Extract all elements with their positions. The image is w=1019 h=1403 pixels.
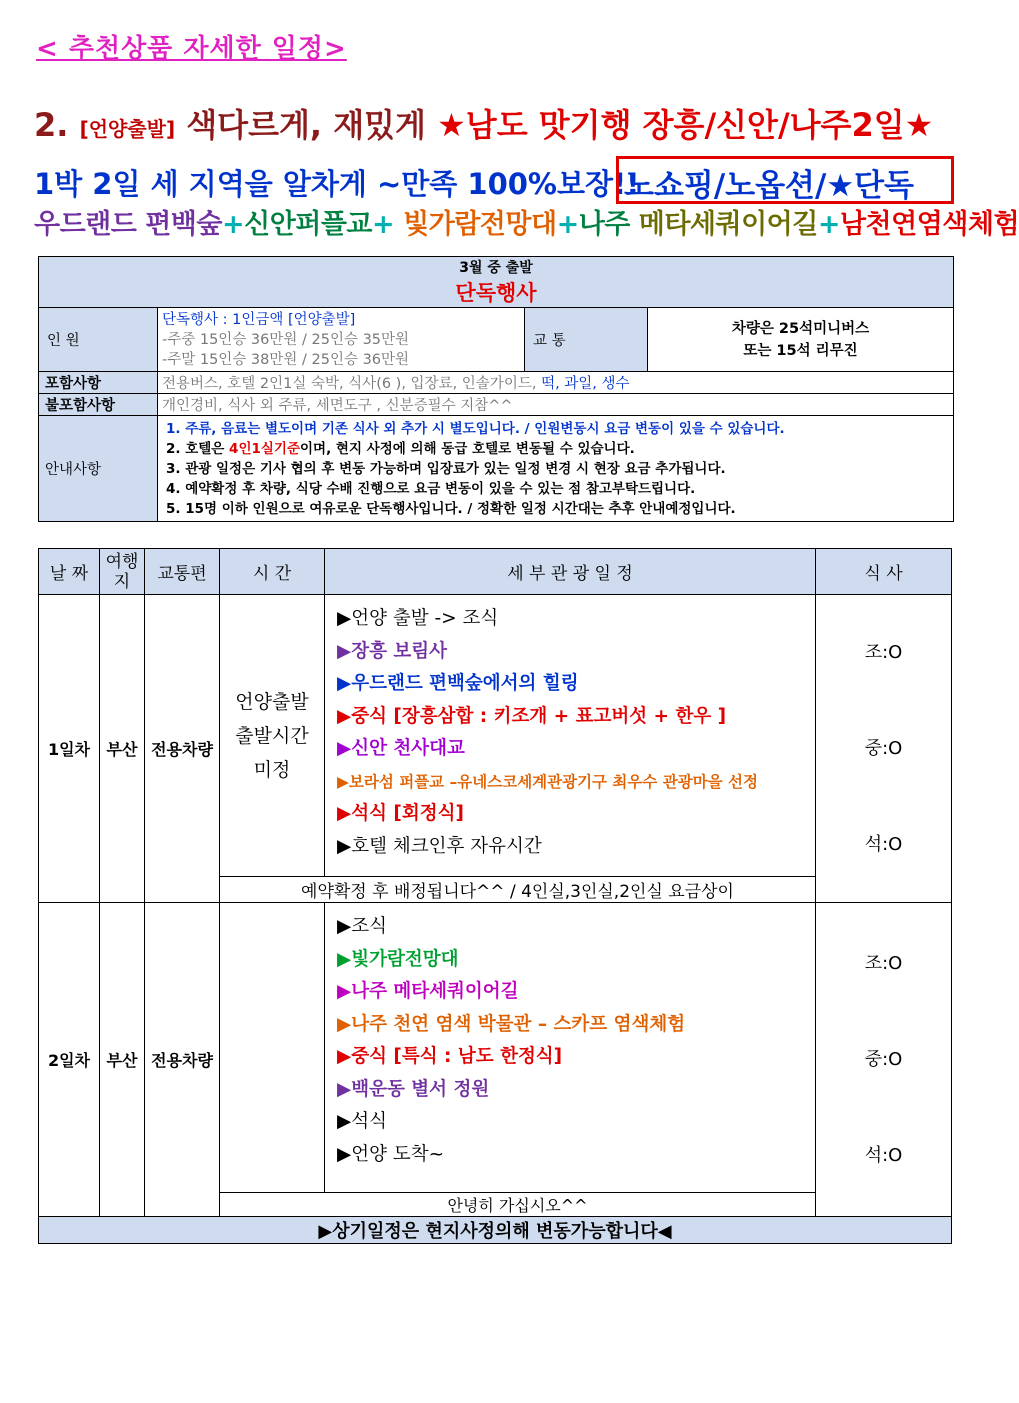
itinerary-item: ▶나주 메타세쿼이어길 <box>337 981 519 1002</box>
day1-lunch: 중:O <box>864 737 903 759</box>
included-cell <box>158 372 954 394</box>
day2-meals <box>816 903 952 1217</box>
excluded-text: 개인경비, 식사 외 주류, 세면도구 , 신분증필수 지참^^ <box>158 394 954 416</box>
day1-dinner: 석:O <box>864 833 903 855</box>
info-header-cell <box>39 257 954 308</box>
highlight-segment: 메타세쿼이어길 <box>638 209 818 240</box>
departure-tag: [언양출발] <box>79 117 176 141</box>
price-line-1: 단독행사 : 1인금액 [언양출발] <box>162 311 356 328</box>
tour-title <box>34 100 933 146</box>
day1-breakfast: 조:O <box>864 641 903 663</box>
people-cell <box>158 308 525 372</box>
highlights-line <box>34 202 1019 241</box>
excluded-label: 불포함사항 <box>39 394 158 416</box>
day1-time <box>220 595 325 877</box>
highlight-segment: + <box>372 209 404 240</box>
day2-date: 2일차 <box>39 903 100 1217</box>
day2-lunch: 중:O <box>864 1048 903 1070</box>
itinerary-item: ▶나주 천연 염색 박물관 – 스카프 염색체험 <box>337 1013 686 1035</box>
day1-itinerary <box>325 595 816 877</box>
itinerary-item: ▶중식 [특식 : 남도 한정식] <box>337 1046 563 1067</box>
transport-line-1: 차량은 25석미니버스 <box>731 320 870 337</box>
notice-2c: 이며, 현지 사정에 의해 동급 호텔로 변동될 수 있습니다. <box>300 440 635 457</box>
col-date: 날 짜 <box>39 549 100 595</box>
day2-region: 부산 <box>100 903 145 1217</box>
itinerary-item: ▶백운동 별서 정원 <box>337 1078 490 1100</box>
notice-3: 3. 관광 일정은 기사 협의 후 변동 가능하며 입장료가 있는 일정 변경 시 현장 요금 추가됩니다. <box>166 460 726 477</box>
day1-transport: 전용차량 <box>145 595 220 903</box>
included-label: 포함사항 <box>39 372 158 394</box>
tour-subtitle: 색다르게, 재밌게 <box>186 106 426 144</box>
no-shopping-badge: 노쇼핑/노옵션/★단독 <box>624 168 915 204</box>
info-table <box>38 256 954 522</box>
day2-dinner: 석:O <box>864 1144 903 1166</box>
included-snacks: 떡, 과일, 생수 <box>541 376 630 392</box>
day1-time-1: 언양출발 <box>235 690 309 713</box>
day2-time <box>220 903 325 1193</box>
notice-cell <box>158 416 954 522</box>
transport-cell <box>648 308 954 372</box>
day2-itinerary <box>325 903 816 1193</box>
tour-main-title: ★남도 맛기행 장흥/신안/나주2일★ <box>437 106 934 144</box>
col-detail: 세 부 관 광 일 정 <box>325 549 816 595</box>
notice-label: 안내사항 <box>39 416 158 522</box>
itinerary-item: ▶장흥 보림사 <box>337 640 448 662</box>
itinerary-item: ▶신안 천사대교 <box>337 738 465 759</box>
day1-date: 1일차 <box>39 595 100 903</box>
highlight-segment: 남천연염색체험 <box>839 209 1019 240</box>
col-meal: 식 사 <box>816 549 952 595</box>
day1-region: 부산 <box>100 595 145 903</box>
notice-5: 5. 15명 이하 인원으로 여유로운 단독행사입니다. / 정확한 일정 시간대는 추후 안내예정입니다. <box>166 500 736 517</box>
highlight-segment: 신안퍼플교 <box>244 209 373 240</box>
day2-transport: 전용차량 <box>145 903 220 1217</box>
itinerary-item: ▶조식 <box>337 916 387 937</box>
day1-meals <box>816 595 952 903</box>
itinerary-item: ▶보라섬 퍼플교 –유네스코세계관광기구 최우수 관광마을 선정 <box>337 772 758 791</box>
itinerary-item: ▶언양 출발 -> 조식 <box>337 608 499 629</box>
people-label: 인 원 <box>39 308 158 372</box>
itinerary-item: ▶우드랜드 편백숲에서의 힐링 <box>337 673 579 694</box>
itinerary-item: ▶언양 도착~ <box>337 1143 445 1165</box>
day1-note: 예약확정 후 배정됩니다^^ / 4인실,3인실,2인실 요금상이 <box>220 877 816 903</box>
col-time: 시 간 <box>220 549 325 595</box>
day1-time-3: 미정 <box>253 758 291 781</box>
notice-2b: 4인1실기준 <box>229 440 300 457</box>
transport-label: 교 통 <box>525 308 648 372</box>
itinerary-item: ▶빛가람전망대 <box>337 948 459 970</box>
included-text: 전용버스, 호텔 2인1실 숙박, 식사(6 ), 입장료, 인솔가이드, <box>162 376 542 392</box>
price-line-3: -주말 15인승 38만원 / 25인승 36만원 <box>162 351 410 368</box>
day1-time-2: 출발시간 <box>235 724 309 747</box>
tour-tagline: 1박 2일 세 지역을 알차게 ~만족 100%보장!! <box>34 167 640 201</box>
highlight-segment: + <box>556 209 579 240</box>
notice-4: 4. 예약확정 후 차량, 식당 수배 진행으로 요금 변동이 있을 수 있는 점 참고부탁드립니다. <box>166 480 696 497</box>
day2-breakfast: 조:O <box>864 952 903 974</box>
section-title: < 추천상품 자세한 일정> <box>36 34 347 64</box>
day2-note: 안녕히 가십시오^^ <box>220 1193 816 1217</box>
highlight-segment: 빛가람전망대 <box>403 209 557 240</box>
itinerary-item: ▶석식 [회정식] <box>337 803 464 824</box>
highlight-segment: 나주 <box>578 209 639 240</box>
notice-1: 1. 주류, 음료는 별도이며 기존 식사 외 추가 시 별도입니다. / 인원변동시 요금 변동이 있을 수 있습니다. <box>166 420 785 437</box>
notice-2 <box>166 439 949 459</box>
tour-number: 2. <box>34 106 69 144</box>
price-line-2: -주중 15인승 36만원 / 25인승 35만원 <box>162 331 410 348</box>
schedule-footer: ▶상기일정은 현지사정의해 변동가능합니다◀ <box>39 1217 952 1244</box>
schedule-table <box>38 548 952 1244</box>
col-transport: 교통편 <box>145 549 220 595</box>
tour-type: 단독행사 <box>455 281 537 305</box>
transport-line-2: 또는 15석 리무진 <box>743 342 858 359</box>
highlight-segment: 우드랜드 편백숲 <box>34 209 222 240</box>
departure-month: 3월 중 출발 <box>459 260 533 276</box>
itinerary-item: ▶석식 <box>337 1111 387 1132</box>
highlight-segment: + <box>817 209 840 240</box>
itinerary-item: ▶중식 [장흥삼합 : 키조개 + 표고버섯 + 한우 ] <box>337 705 727 727</box>
col-region: 여행지 <box>100 549 145 595</box>
notice-2a: 2. 호텔은 <box>166 440 230 457</box>
itinerary-item: ▶호텔 체크인후 자유시간 <box>337 835 542 857</box>
highlight-segment: + <box>221 209 245 240</box>
